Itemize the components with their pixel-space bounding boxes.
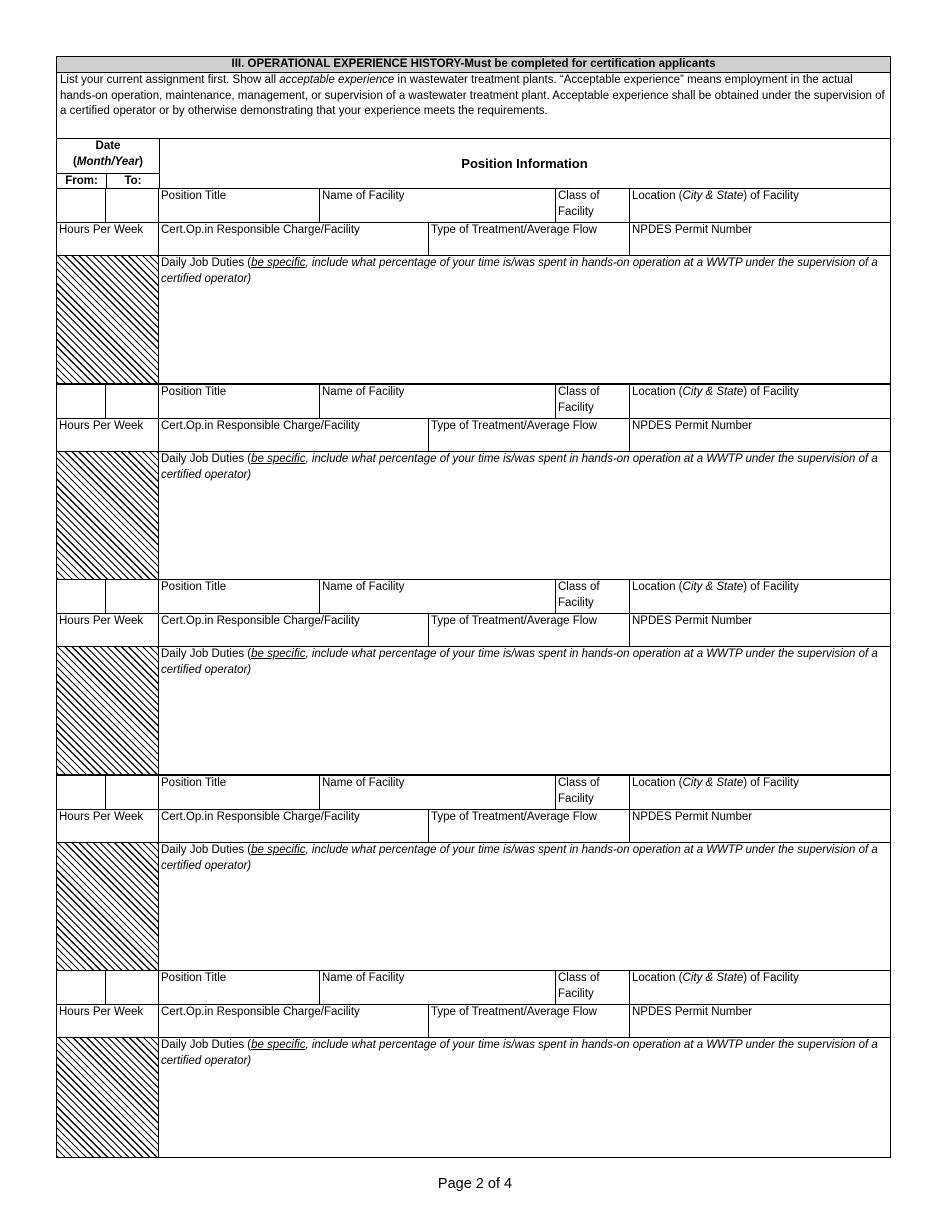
duties-label: Daily Job Duties (be specific, include what percentage of your time is/was spent in hands-on operation at a WWTP under the supervision of a certified operator) [161,1039,878,1067]
npdes-permit-field[interactable] [629,418,891,452]
position-title-label: Position Title [161,386,227,398]
cert-operator-label: Cert.Op.in Responsible Charge/Facility [161,811,360,823]
facility-name-label: Name of Facility [322,190,405,202]
to-label: To: [107,173,159,189]
position-information-header: Position Information [461,156,588,171]
experience-entry [56,970,891,1158]
npdes-permit-field[interactable] [629,222,891,256]
hatched-area [56,451,159,580]
to-date-field[interactable] [105,188,159,223]
treatment-type-field[interactable] [428,809,630,843]
npdes-label: NPDES Permit Number [632,811,753,823]
treatment-type-label: Type of Treatment/Average Flow [431,224,597,236]
npdes-label: NPDES Permit Number [632,420,753,432]
from-label: From: [57,173,107,189]
cert-operator-field[interactable] [158,1004,429,1038]
intro-italic: acceptable experience [279,74,395,86]
intro-text-2: in wastewater treatment plants. “Acceptable experience” means employment in the actual hands-on operation, maintenance, management, or supervision of a wastewater treatment plant. Acceptable experience shall be obtained under the supervision of a certified operator or by otherwise demonstrating that your experience meets the requirements. [60,74,885,117]
facility-location-field[interactable] [629,579,891,614]
from-date-field[interactable] [56,384,106,419]
to-date-field[interactable] [105,775,159,810]
daily-job-duties-field[interactable] [158,255,891,384]
npdes-permit-field[interactable] [629,809,891,843]
position-title-label: Position Title [161,190,227,202]
treatment-type-field[interactable] [428,222,630,256]
facility-location-field[interactable] [629,970,891,1005]
experience-entry [56,579,891,775]
hours-per-week-field[interactable] [56,222,159,256]
facility-class-field[interactable] [555,188,630,223]
table-header [56,138,891,189]
facility-name-field[interactable] [319,579,556,614]
facility-name-field[interactable] [319,384,556,419]
daily-job-duties-field[interactable] [158,646,891,775]
treatment-type-label: Type of Treatment/Average Flow [431,615,597,627]
facility-location-field[interactable] [629,775,891,810]
npdes-label: NPDES Permit Number [632,1006,753,1018]
hours-per-week-field[interactable] [56,613,159,647]
treatment-type-field[interactable] [428,418,630,452]
facility-location-field[interactable] [629,188,891,223]
hatched-area [56,1037,159,1158]
position-title-field[interactable] [158,579,320,614]
npdes-permit-field[interactable] [629,1004,891,1038]
duties-label: Daily Job Duties (be specific, include what percentage of your time is/was spent in hands-on operation at a WWTP under the supervision of a certified operator) [161,453,878,481]
hours-per-week-label: Hours Per Week [59,615,144,627]
facility-name-label: Name of Facility [322,581,405,593]
position-title-field[interactable] [158,384,320,419]
cert-operator-label: Cert.Op.in Responsible Charge/Facility [161,1006,360,1018]
page-number: Page 2 of 4 [437,1176,513,1192]
hatched-area [56,255,159,384]
position-title-field[interactable] [158,775,320,810]
location-label: Location (City & State) of Facility [632,581,799,593]
hours-per-week-field[interactable] [56,809,159,843]
position-title-field[interactable] [158,188,320,223]
hours-per-week-label: Hours Per Week [59,420,144,432]
position-title-label: Position Title [161,777,227,789]
cert-operator-field[interactable] [158,222,429,256]
intro-text-1: List your current assignment first. Show all [60,74,280,86]
section-instructions [56,72,891,139]
npdes-label: NPDES Permit Number [632,615,753,627]
date-header [57,139,160,188]
hatched-area [56,646,159,775]
facility-name-field[interactable] [319,970,556,1005]
from-date-field[interactable] [56,970,106,1005]
location-label: Location (City & State) of Facility [632,190,799,202]
cert-operator-label: Cert.Op.in Responsible Charge/Facility [161,615,360,627]
facility-location-field[interactable] [629,384,891,419]
experience-entry [56,775,891,971]
position-title-field[interactable] [158,970,320,1005]
cert-operator-field[interactable] [158,809,429,843]
hours-per-week-field[interactable] [56,418,159,452]
cert-operator-field[interactable] [158,418,429,452]
experience-entry [56,384,891,580]
facility-class-label: Class of Facility [558,581,600,609]
location-label: Location (City & State) of Facility [632,777,799,789]
treatment-type-field[interactable] [428,1004,630,1038]
hours-per-week-label: Hours Per Week [59,1006,144,1018]
position-title-label: Position Title [161,581,227,593]
facility-class-label: Class of Facility [558,972,600,1000]
facility-name-label: Name of Facility [322,386,405,398]
location-label: Location (City & State) of Facility [632,972,799,984]
duties-label: Daily Job Duties (be specific, include what percentage of your time is/was spent in hands-on operation at a WWTP under the supervision of a certified operator) [161,844,878,872]
facility-class-label: Class of Facility [558,190,600,218]
to-date-field[interactable] [105,970,159,1005]
treatment-type-field[interactable] [428,613,630,647]
npdes-label: NPDES Permit Number [632,224,753,236]
hours-per-week-label: Hours Per Week [59,224,144,236]
date-label: Date [95,140,121,152]
experience-entry [56,188,891,384]
daily-job-duties-field[interactable] [158,1037,891,1158]
position-title-label: Position Title [161,972,227,984]
section-title: III. OPERATIONAL EXPERIENCE HISTORY-Must be completed for certification applicants [56,56,891,73]
from-date-field[interactable] [56,775,106,810]
duties-label: Daily Job Duties (be specific, include what percentage of your time is/was spent in hands-on operation at a WWTP under the supervision of a certified operator) [161,648,878,676]
facility-name-label: Name of Facility [322,777,405,789]
location-label: Location (City & State) of Facility [632,386,799,398]
treatment-type-label: Type of Treatment/Average Flow [431,420,597,432]
facility-class-field[interactable] [555,970,630,1005]
treatment-type-label: Type of Treatment/Average Flow [431,1006,597,1018]
from-date-field[interactable] [56,188,106,223]
facility-name-label: Name of Facility [322,972,405,984]
to-date-field[interactable] [105,579,159,614]
facility-class-field[interactable] [555,579,630,614]
month-year-label: (Month/Year) [73,156,143,168]
treatment-type-label: Type of Treatment/Average Flow [431,811,597,823]
facility-name-field[interactable] [319,188,556,223]
facility-class-field[interactable] [555,775,630,810]
from-date-field[interactable] [56,579,106,614]
hatched-area [56,842,159,971]
facility-name-field[interactable] [319,775,556,810]
cert-operator-label: Cert.Op.in Responsible Charge/Facility [161,224,360,236]
daily-job-duties-field[interactable] [158,451,891,580]
npdes-permit-field[interactable] [629,613,891,647]
cert-operator-label: Cert.Op.in Responsible Charge/Facility [161,420,360,432]
facility-class-label: Class of Facility [558,777,600,805]
facility-class-field[interactable] [555,384,630,419]
duties-label: Daily Job Duties (be specific, include what percentage of your time is/was spent in hands-on operation at a WWTP under the supervision of a certified operator) [161,257,878,285]
to-date-field[interactable] [105,384,159,419]
daily-job-duties-field[interactable] [158,842,891,971]
hours-per-week-field[interactable] [56,1004,159,1038]
hours-per-week-label: Hours Per Week [59,811,144,823]
cert-operator-field[interactable] [158,613,429,647]
facility-class-label: Class of Facility [558,386,600,414]
